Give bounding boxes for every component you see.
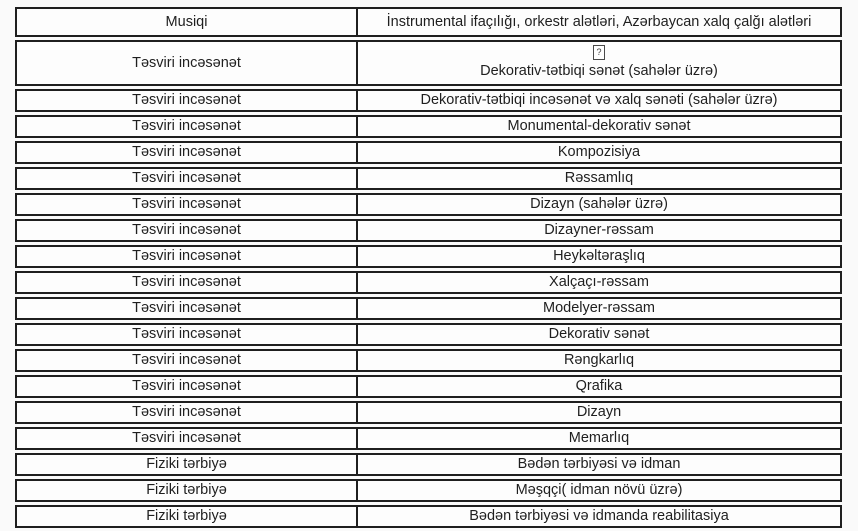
table-row — [15, 401, 842, 424]
table-row — [15, 375, 842, 398]
specialty-label: Dekorativ sənət — [548, 326, 650, 342]
category-cell — [17, 91, 358, 110]
specialty-label: Məşqçi( idman növü üzrə) — [515, 482, 683, 498]
category-label: Təsviri incəsənət — [132, 55, 241, 71]
specialty-cell — [358, 507, 840, 526]
specialty-cell — [358, 169, 840, 188]
table-row — [15, 115, 842, 138]
category-label: Təsviri incəsənət — [132, 430, 241, 446]
specialty-label: Bədən tərbiyəsi və idman — [517, 456, 681, 472]
specialty-cell — [358, 429, 840, 448]
specialty-label: Dekorativ-tətbiqi incəsənət və xalq sənəti (sahələr üzrə) — [420, 92, 778, 108]
category-cell — [17, 273, 358, 292]
category-label: Təsviri incəsənət — [132, 300, 241, 316]
specialty-label: Dizayner-rəssam — [544, 222, 654, 238]
category-label: Fiziki tərbiyə — [146, 508, 227, 524]
table-row — [15, 7, 842, 37]
category-label: Təsviri incəsənət — [132, 378, 241, 394]
specialty-cell — [358, 455, 840, 474]
category-label: Təsviri incəsənət — [132, 404, 241, 420]
specialty-cell — [358, 247, 840, 266]
specialty-cell — [358, 143, 840, 162]
category-label: Təsviri incəsənət — [132, 118, 241, 134]
specialty-label: Dizayn — [576, 404, 622, 420]
category-label: Təsviri incəsənət — [132, 92, 241, 108]
category-label: Təsviri incəsənət — [132, 248, 241, 264]
specialty-cell — [358, 351, 840, 370]
category-label: Təsviri incəsənət — [132, 326, 241, 342]
specialty-cell — [358, 299, 840, 318]
category-cell — [17, 507, 358, 526]
table-row — [15, 349, 842, 372]
specialty-cell — [358, 273, 840, 292]
category-label: Fiziki tərbiyə — [146, 456, 227, 472]
specialty-cell — [358, 195, 840, 214]
category-label: Təsviri incəsənət — [132, 222, 241, 238]
specialty-label: Rəngkarlıq — [563, 352, 635, 368]
table-row — [15, 323, 842, 346]
category-cell — [17, 247, 358, 266]
category-label: Fiziki tərbiyə — [146, 482, 227, 498]
table-row — [15, 479, 842, 502]
table-row — [15, 505, 842, 528]
category-cell — [17, 325, 358, 344]
category-cell — [17, 377, 358, 396]
table-row — [15, 245, 842, 268]
category-label: Təsviri incəsənət — [132, 170, 241, 186]
specialties-table — [15, 7, 842, 531]
specialty-label: Kompozisiya — [557, 144, 641, 160]
specialty-cell — [358, 9, 840, 35]
category-cell — [17, 42, 358, 84]
specialty-label: Memarlıq — [568, 430, 630, 446]
table-row — [15, 297, 842, 320]
category-cell — [17, 221, 358, 240]
category-label: Təsviri incəsənət — [132, 352, 241, 368]
table-row — [15, 141, 842, 164]
specialty-cell — [358, 481, 840, 500]
specialty-label: Modelyer-rəssam — [543, 300, 655, 316]
category-cell — [17, 455, 358, 474]
category-label: Təsviri incəsənət — [132, 274, 241, 290]
category-label: Təsviri incəsənət — [132, 196, 241, 212]
table-row — [15, 167, 842, 190]
table-row — [15, 219, 842, 242]
specialty-label: İnstrumental ifaçılığı, orkestr alətləri, Azərbaycan xalq çalğı alətləri — [386, 14, 812, 30]
category-cell — [17, 195, 358, 214]
category-cell — [17, 351, 358, 370]
category-cell — [17, 481, 358, 500]
category-cell — [17, 299, 358, 318]
specialty-label: Monumental-dekorativ sənət — [507, 118, 691, 134]
category-cell — [17, 117, 358, 136]
category-label: Musiqi — [165, 14, 208, 30]
specialty-label: Bədən tərbiyəsi və idmanda reabilitasiya — [469, 508, 729, 524]
specialty-cell — [358, 403, 840, 422]
specialty-label: Xalçaçı-rəssam — [549, 274, 649, 290]
missing-glyph-icon: ? — [593, 45, 605, 60]
specialty-cell — [358, 42, 840, 84]
category-label: Təsviri incəsənət — [132, 144, 241, 160]
table-row — [15, 271, 842, 294]
category-cell — [17, 169, 358, 188]
category-cell — [17, 9, 358, 35]
category-cell — [17, 403, 358, 422]
category-cell — [17, 429, 358, 448]
table-row — [15, 40, 842, 86]
specialty-label: Dizayn (sahələr üzrə) — [530, 196, 668, 212]
specialty-cell — [358, 117, 840, 136]
specialty-cell — [358, 325, 840, 344]
specialty-label: Heykəltəraşlıq — [553, 248, 645, 264]
specialty-label: Dekorativ-tətbiqi sənət (sahələr üzrə) — [480, 63, 718, 79]
table-row — [15, 453, 842, 476]
category-cell — [17, 143, 358, 162]
specialty-cell — [358, 91, 840, 110]
specialty-cell — [358, 221, 840, 240]
specialty-cell — [358, 377, 840, 396]
table-row — [15, 427, 842, 450]
specialty-label: Qrafika — [575, 378, 623, 394]
table-row — [15, 193, 842, 216]
specialty-label: Rəssamlıq — [564, 170, 634, 186]
table-row — [15, 89, 842, 112]
